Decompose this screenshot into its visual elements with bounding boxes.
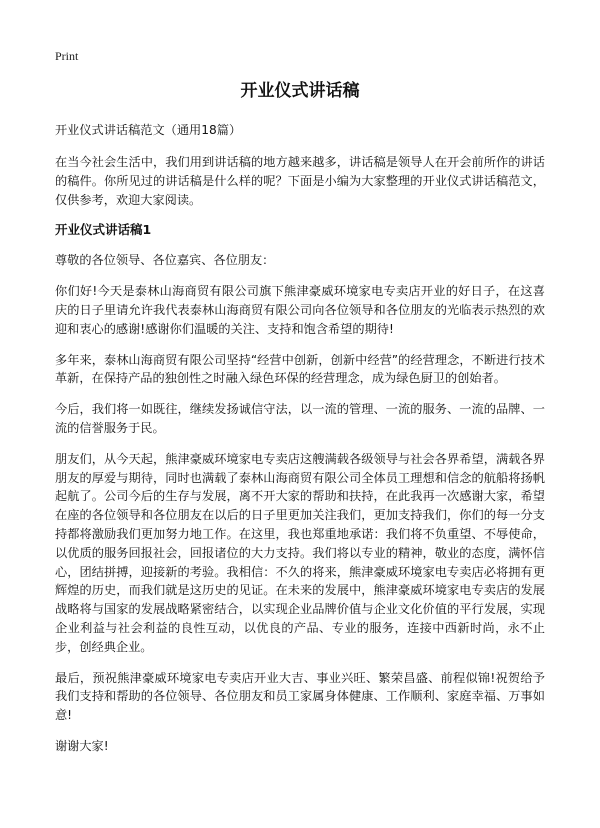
intro-paragraph: 在当今社会生活中，我们用到讲话稿的地方越来越多，讲话稿是领导人在开会前所作的讲话的稿件。你所见过的讲话稿是什么样的呢？下面是小编为大家整理的开业仪式讲话稿范文，仅供参考，欢迎大家阅读。: [55, 155, 545, 207]
body-paragraph-closing: 最后，预祝熊津豪威环境家电专卖店开业大吉、事业兴旺、繁荣昌盛、前程似锦!祝贺给予我们支持和帮助的各位领导、各位朋友和员工家属身体健康、工作顺利、家庭幸福、万事如意!: [55, 670, 545, 723]
thanks-paragraph: 谢谢大家!: [55, 738, 109, 753]
page-title: 开业仪式讲话稿: [240, 81, 360, 101]
section-heading: 开业仪式讲话稿1: [55, 222, 152, 238]
document-body: [55, 153, 545, 768]
body-paragraph-friends: 朋友们，从今天起，熊津豪威环境家电专卖店这艘满载各级领导与社会各界希望，满载各界朋友的厚爱与期待，同时也满载了泰林山海商贸有限公司全体员工理想和信念的航船将扬帆起航了。公司今后的生存与发展，离不开大家的帮助和扶持，在此我再一次感谢大家，希望在座的各位领导和各位朋友在以后的日子里更加关注我们，更加支持我们，你们的每一分支持都将激励我们更加努力地工作。在这里，我也郑重地承诺：我们将不负重望、不辱使命，以优质的服务回报社会，回报诸位的大力支持。我们将以专业的精神，敬业的态度，满怀信心，团结拼搏，迎接新的考验。我相信：不久的将来，熊津豪威环境家电专卖店必将拥有更辉煌的历史，而我们就是这历史的见证。在未来的发展中，熊津豪威环境家电专卖店的发展战略将与国家的发展战略紧密结合，以实现企业品牌价值与企业文化价值的平行发展，实现企业利益与社会利益的良性互动，以优良的产品、专业的服务，连接中西新时尚，永不止步，创经典企业。: [55, 451, 545, 654]
body-paragraph-welcome: 你们好!今天是泰林山海商贸有限公司旗下熊津豪威环境家电专卖店开业的好日子，在这喜庆的日子里请允许我代表泰林山海商贸有限公司向各位领导和各位朋友的光临表示热烈的欢迎和衷心的感谢!感谢你们温暖的关注、支持和饱含希望的期待!: [55, 284, 545, 336]
document-subtitle: 开业仪式讲话稿范文（通用18篇）: [55, 123, 242, 137]
body-paragraph-philosophy: 多年来，泰林山海商贸有限公司坚持“经营中创新，创新中经营”的经营理念，不断进行技术革新，在保持产品的独创性之时融入绿色环保的经营理念，成为绿色厨卫的创始者。: [55, 352, 545, 386]
print-link[interactable]: Print: [55, 49, 79, 63]
body-paragraph-future: 今后，我们将一如既往，继续发扬诚信守法，以一流的管理、一流的服务、一流的品牌、一流的信誉服务于民。: [55, 402, 545, 435]
greeting-paragraph: 尊敬的各位领导、各位嘉宾、各位朋友：: [55, 253, 275, 268]
